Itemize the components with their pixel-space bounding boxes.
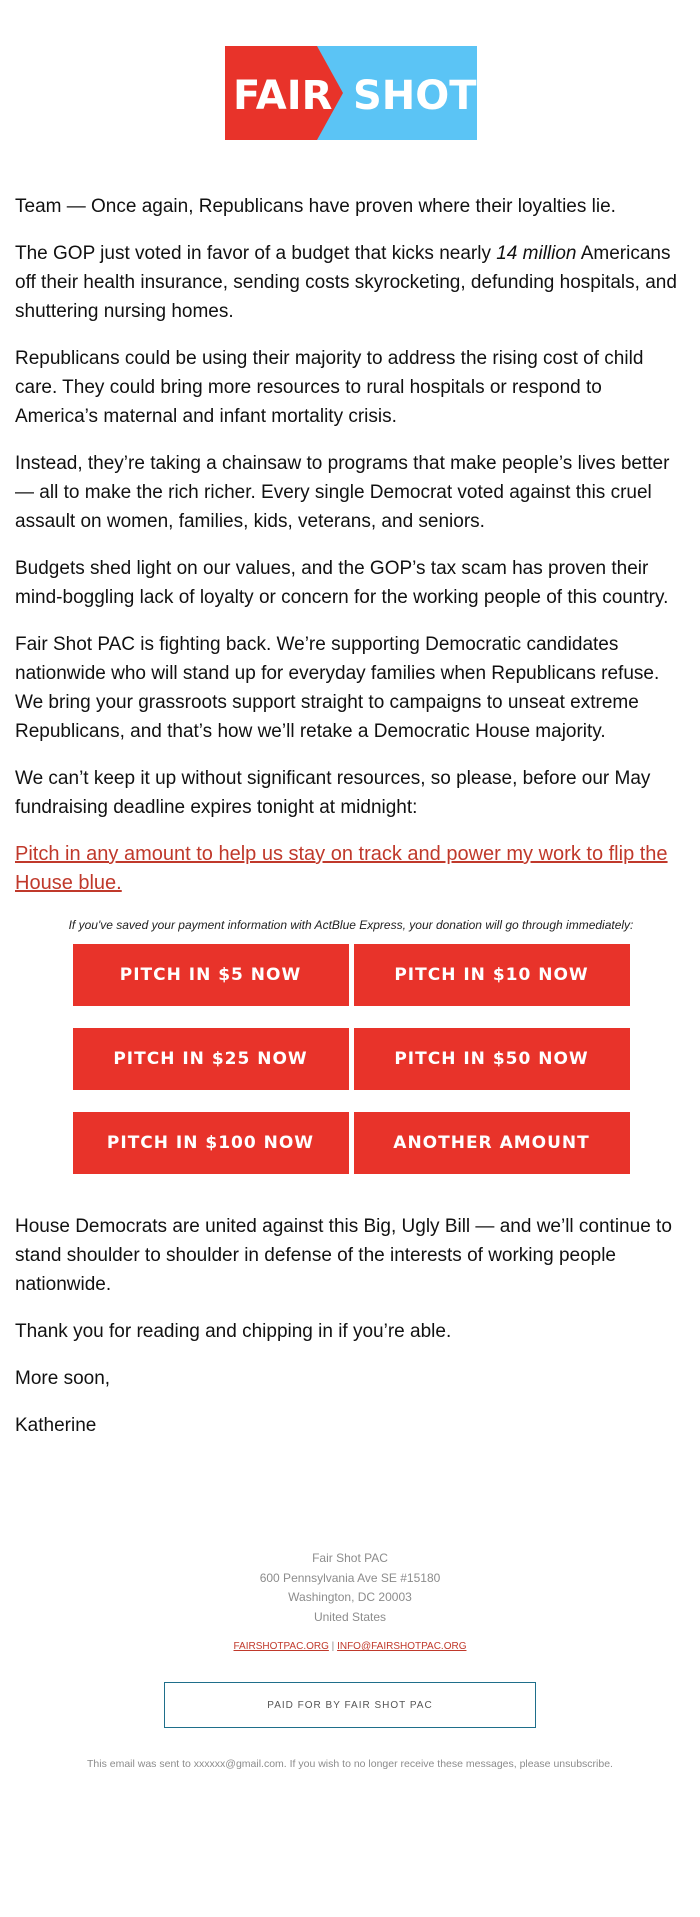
paragraph-gop-budget — [15, 239, 687, 326]
paragraph-chainsaw: Instead, they’re taking a chainsaw to programs that make people’s lives better — all to make the rich richer. Every single Democrat voted against this cruel assault on women, families, kids, veterans, and seniors. — [15, 453, 670, 532]
fair-shot-logo — [225, 46, 477, 140]
paragraph-fighting-back: Fair Shot PAC is fighting back. We’re supporting Democratic candidates nationwide who will stand up for everyday families when Republicans refuse. We bring your grassroots support straight to campaigns to unseat extreme Republicans, and that’s how we’ll retake a Democratic House majority. — [15, 634, 660, 742]
paragraph-budgets: Budgets shed light on our values, and the GOP’s tax scam has proven their mind-boggling lack of loyalty or concern for the working people of this country. — [15, 558, 669, 608]
paid-for-disclaimer: PAID FOR BY FAIR SHOT PAC — [164, 1682, 536, 1728]
website-link[interactable]: FAIRSHOTPAC.ORG — [233, 1641, 329, 1652]
fair-shot-logo-graphic — [225, 46, 477, 140]
signature: Katherine — [15, 1415, 97, 1436]
footer-org-name: Fair Shot PAC — [312, 1551, 388, 1565]
paragraph-thank-you: Thank you for reading and chipping in if you’re able. — [15, 1321, 452, 1342]
another-amount-button[interactable]: ANOTHER AMOUNT — [354, 1112, 630, 1174]
paragraph-gop-budget-text-1: The GOP just voted in favor of a budget that kicks nearly — [15, 243, 497, 264]
logo-text-fair: FAIR — [233, 73, 333, 119]
paragraph-intro: Team — Once again, Republicans have proven where their loyalties lie. — [15, 196, 616, 217]
logo-text-shot: SHOT — [353, 73, 477, 119]
email-contact-link[interactable]: INFO@FAIRSHOTPAC.ORG — [337, 1641, 467, 1652]
pitch-in-10-button[interactable]: PITCH IN $10 NOW — [354, 944, 630, 1006]
paragraph-more-soon: More soon, — [15, 1368, 111, 1389]
paragraph-house-democrats: House Democrats are united against this Big, Ugly Bill — and we’ll continue to stand shoulder to shoulder in defense of the interests of working people nationwide. — [15, 1216, 672, 1295]
closing-section — [15, 1212, 687, 1440]
footer-links — [0, 1641, 700, 1652]
pitch-in-5-button[interactable]: PITCH IN $5 NOW — [73, 944, 349, 1006]
footer-link-separator: | — [331, 1641, 335, 1652]
email-body — [15, 192, 687, 1458]
footer-street: 600 Pennsylvania Ave SE #15180 — [259, 1570, 441, 1585]
footer-country: United States — [313, 1609, 387, 1624]
footer-city: Washington, DC 20003 — [288, 1590, 412, 1604]
donation-button-grid — [73, 944, 630, 1174]
pitch-in-100-button[interactable]: PITCH IN $100 NOW — [73, 1112, 349, 1174]
paragraph-majority: Republicans could be using their majority to address the rising cost of child care. They could bring more resources to rural hospitals or respond to America’s maternal and infant mortality crisis. — [15, 348, 644, 427]
paragraph-gop-budget-text-2: Americans off their health insurance, sending costs skyrocketing, defunding hospitals, and shuttering nursing homes. — [15, 243, 677, 322]
email-footer — [0, 1549, 700, 1770]
actblue-express-note: If you've saved your payment information with ActBlue Express, your donation will go through immediately: — [68, 918, 634, 932]
paragraph-deadline: We can’t keep it up without significant resources, so please, before our May fundraising deadline expires tonight at midnight: — [15, 768, 651, 818]
pitch-in-25-button[interactable]: PITCH IN $25 NOW — [73, 1028, 349, 1090]
sent-notice: This email was sent to xxxxxx@gmail.com. If you wish to no longer receive these messages, please unsubscribe. — [87, 1758, 613, 1770]
paragraph-gop-budget-emphasis: 14 million — [496, 243, 577, 264]
pitch-in-any-amount-link[interactable]: Pitch in any amount to help us stay on track and power my work to flip the House blue. — [15, 843, 668, 894]
pitch-in-50-button[interactable]: PITCH IN $50 NOW — [354, 1028, 630, 1090]
